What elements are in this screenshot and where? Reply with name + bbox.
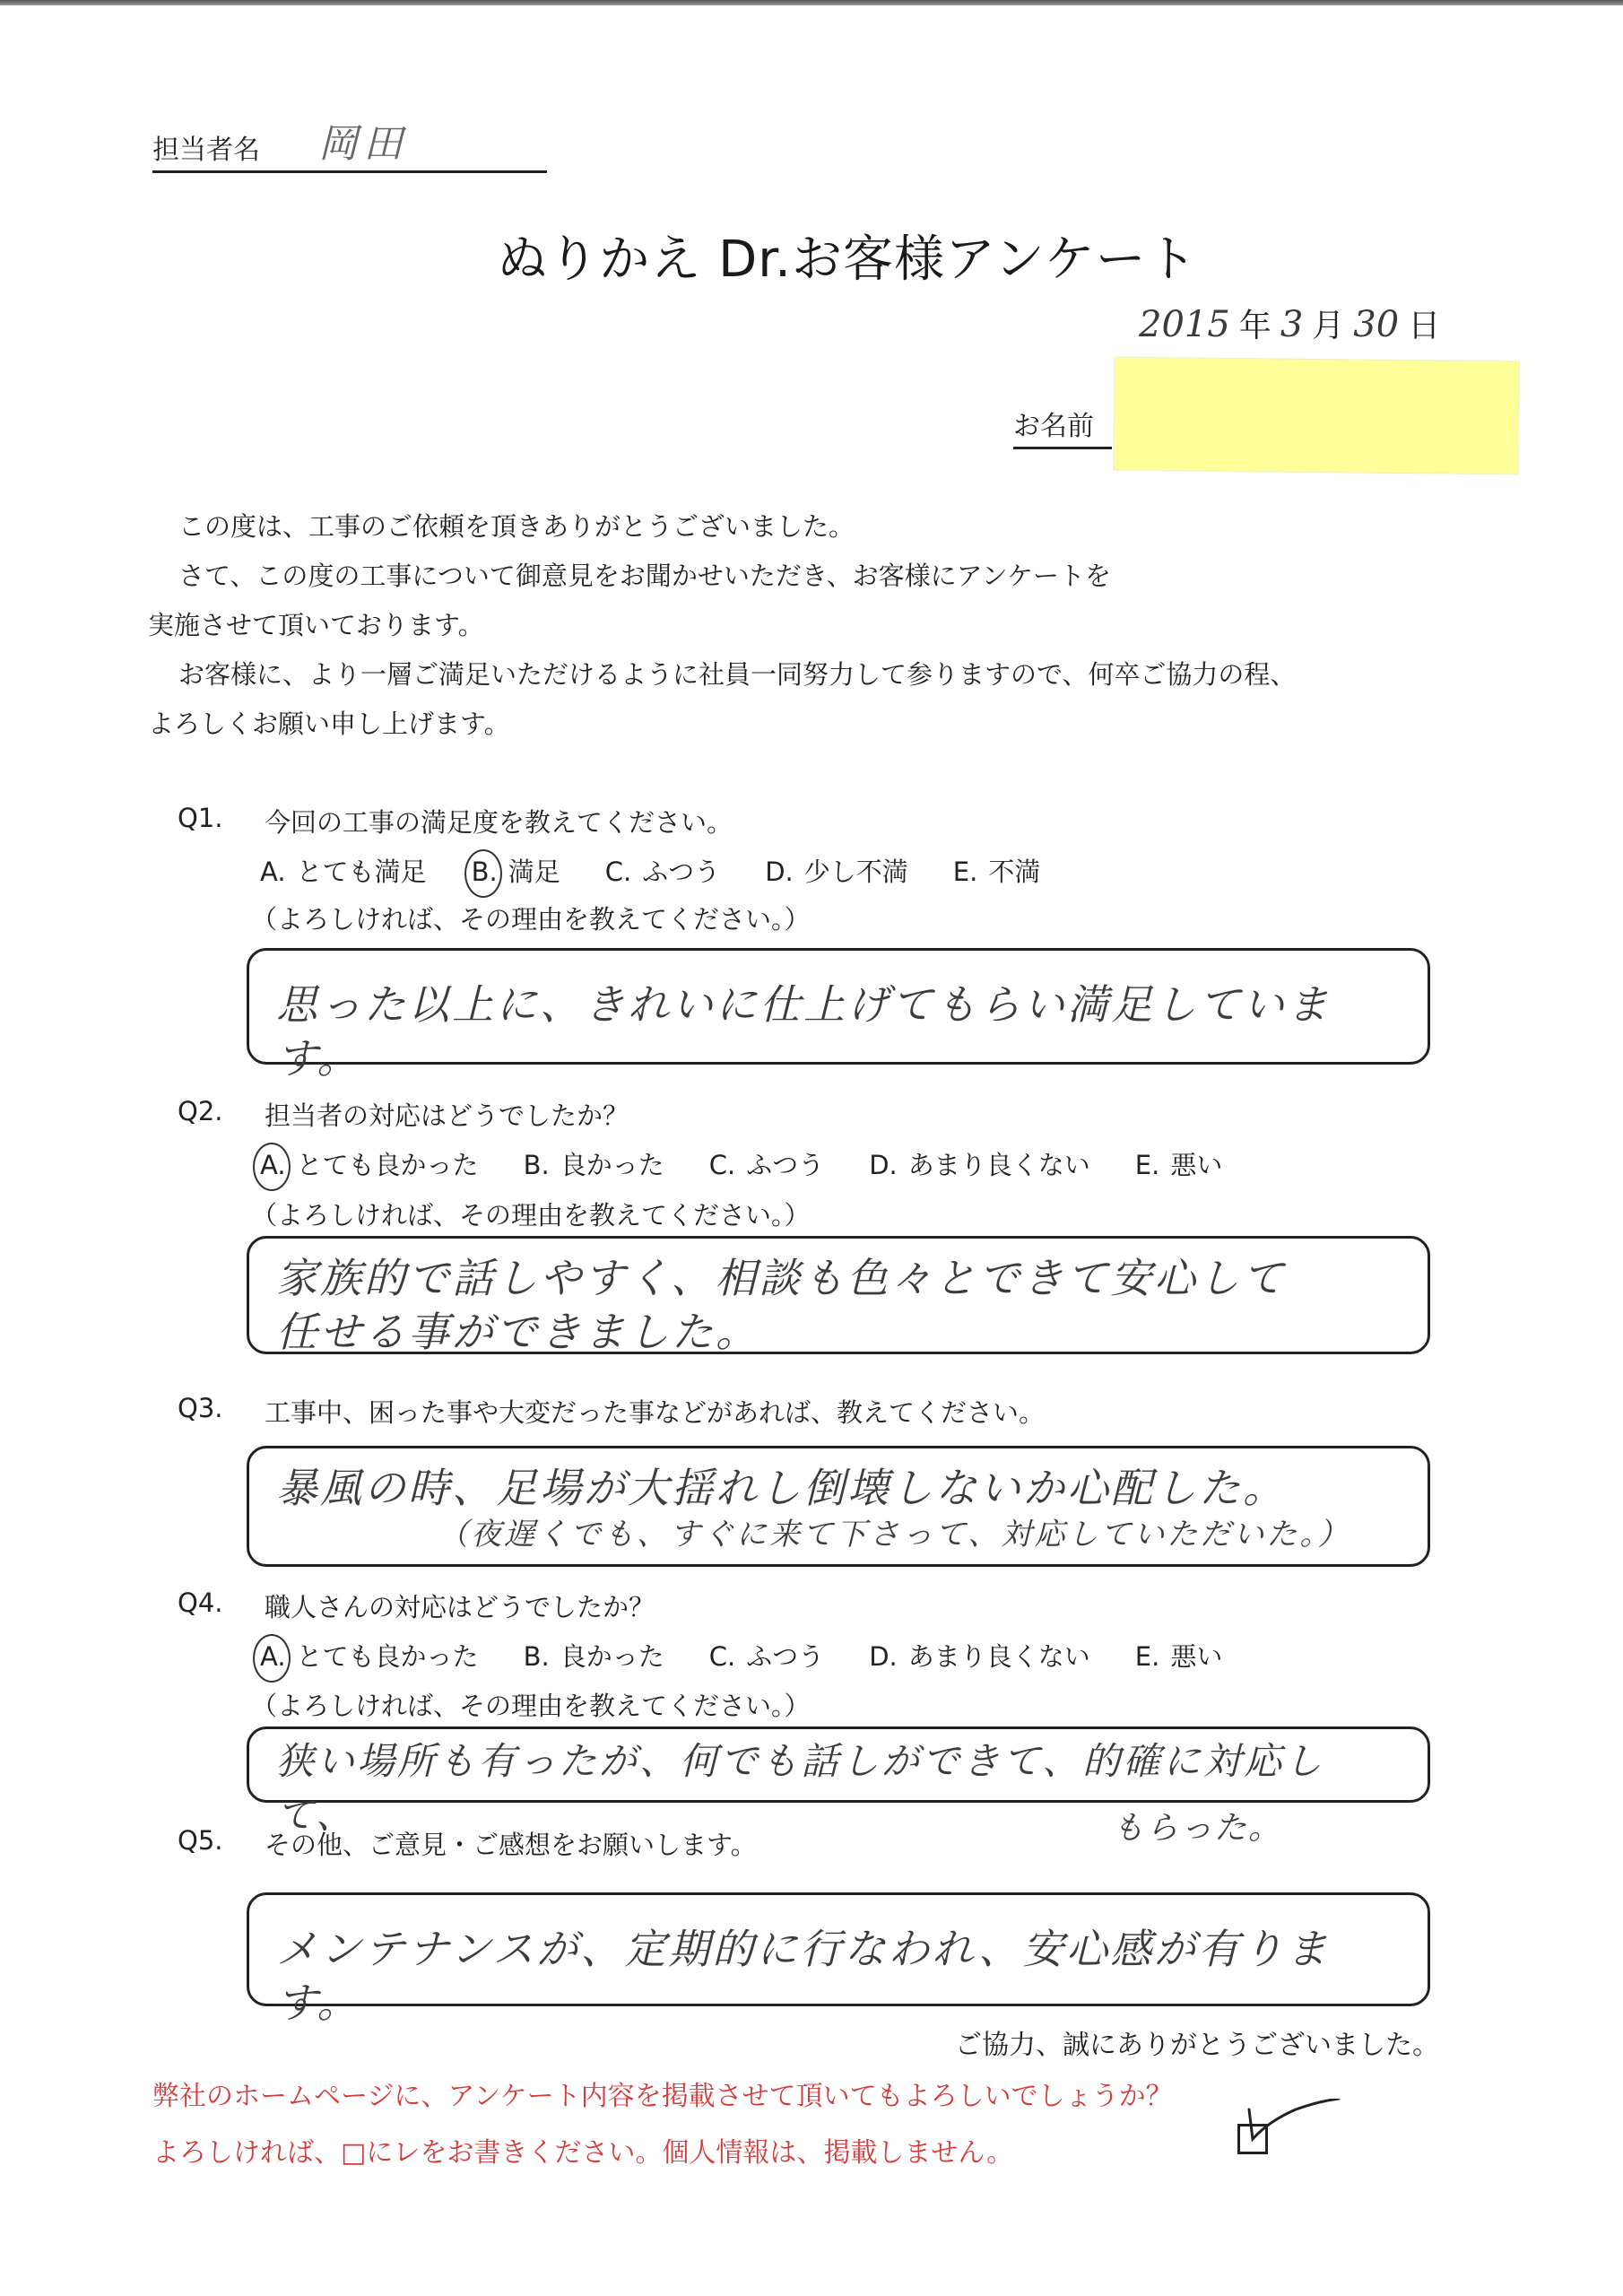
staff-name-value: 岡田 [318,121,408,167]
answer-line: （夜遅くでも、すぐに来て下さって、対応していただいた。） [438,1517,1351,1552]
staff-name-field [152,121,547,173]
option-group [260,1637,1267,1674]
option-d[interactable]: D. あまり良くない [869,1150,1090,1180]
intro-line: 実施させて頂いております。 [148,610,484,640]
intro-line: この度は、工事のご依頼を頂きありがとうございました。 [178,511,855,542]
consent-instructions: よろしければ、□にレをお書きください。個人情報は、掲載しません。 [152,2137,1014,2169]
option-a-selected[interactable]: A. とても良かった [260,1641,479,1672]
date-year: 2015 [1139,304,1230,345]
answer-overflow: もらった。 [1112,1810,1283,1847]
question-text: 工事中、困った事や大変だった事などがあれば、教えてください。 [265,1397,1046,1428]
intro-line: お客様に、より一層ご満足いただけるように社員一同努力して参りますので、何卒ご協力の程、 [178,659,1297,690]
option-c[interactable]: C. ふつう [708,1641,825,1672]
date-day: 30 [1353,304,1400,345]
option-d[interactable]: D. あまり良くない [869,1641,1090,1672]
option-e[interactable]: E. 悪い [1134,1150,1223,1180]
staff-name-label: 担当者名 [152,135,260,166]
question-label: Q4. [178,1587,223,1618]
thanks-message: ご協力、誠にありがとうございました。 [955,2030,1439,2061]
option-b-selected[interactable]: B. 満足 [471,857,560,887]
option-e[interactable]: E. 悪い [1134,1641,1223,1672]
option-group [260,1145,1267,1182]
option-c[interactable]: C. ふつう [708,1150,825,1180]
reason-hint: （よろしければ、その理由を教えてください。） [251,1200,811,1231]
question-text: その他、ご意見・ご感想をお願いします。 [265,1830,757,1860]
date-month-unit: 月 [1312,308,1345,344]
answer-box[interactable] [247,1236,1430,1354]
intro-text [148,502,1475,749]
answer-box[interactable]: メンテナンスが、定期的に行なわれ、安心感が有ります。 [247,1892,1430,2006]
consent-question: 弊社のホームページに、アンケート内容を掲載させて頂いてもよろしいでしょうか？ [152,2081,1173,2112]
answer-line: 任せる事ができました。 [276,1308,759,1356]
question-label: Q2. [178,1096,223,1126]
date-day-unit: 日 [1408,308,1441,344]
question-text: 今回の工事の満足度を教えてください。 [265,807,733,838]
scan-top-edge [0,0,1623,5]
answer-box[interactable]: 思った以上に、きれいに仕上げてもらい満足しています。 [247,948,1430,1065]
customer-name-redaction [1113,357,1519,475]
question-text: 職人さんの対応はどうでしたか？ [265,1592,655,1622]
intro-line: よろしくお願い申し上げます。 [148,709,510,739]
option-b[interactable]: B. 良かった [523,1150,664,1180]
page-title: ぬりかえ Dr.お客様アンケート [497,230,1198,289]
option-a[interactable]: A. とても満足 [260,857,427,887]
question-label: Q3. [178,1393,223,1423]
answer-box[interactable] [247,1446,1430,1567]
option-group [260,852,1085,889]
option-b[interactable]: B. 良かった [523,1641,664,1672]
question-text: 担当者の対応はどうでしたか？ [265,1100,629,1131]
answer-box[interactable]: 狭い場所も有ったが、何でも話しができて、的確に対応して、 [247,1726,1430,1803]
date-month: 3 [1280,304,1304,345]
reason-hint: （よろしければ、その理由を教えてください。） [251,904,811,935]
option-d[interactable]: D. 少し不満 [765,857,908,887]
question-label: Q1. [178,803,223,833]
option-c[interactable]: C. ふつう [604,857,721,887]
option-e[interactable]: E. 不満 [952,857,1041,887]
intro-line: さて、この度の工事について御意見をお聞かせいただき、お客様にアンケートを [178,561,1111,591]
date-field [1139,300,1440,346]
date-year-unit: 年 [1238,308,1271,344]
answer-line: 暴風の時、足場が大揺れし倒壊しないか心配した。 [276,1464,1287,1512]
answer-line: 家族的で話しやすく、相談も色々とできて安心して [276,1254,1287,1302]
question-label: Q5. [178,1825,223,1856]
option-a-selected[interactable]: A. とても良かった [260,1150,479,1180]
reason-hint: （よろしければ、その理由を教えてください。） [251,1691,811,1721]
check-mark-icon [1242,2099,1350,2161]
customer-name-label: お名前 [1013,404,1112,449]
